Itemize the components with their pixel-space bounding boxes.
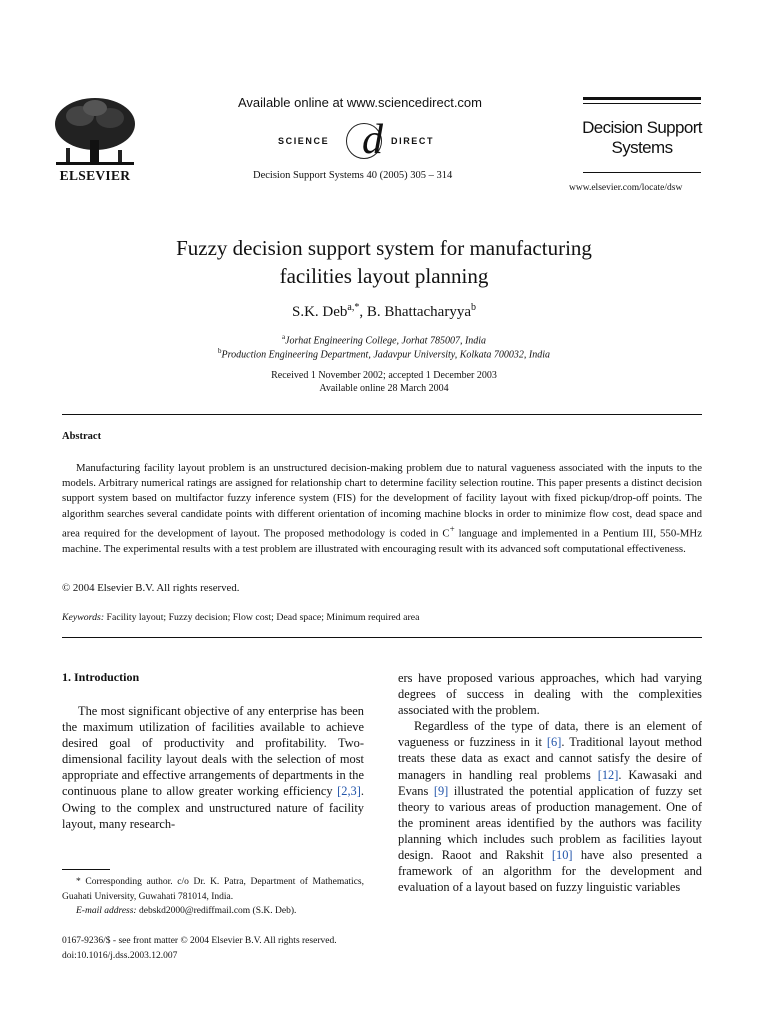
abstract-text-part-a: Manufacturing facility layout problem is an unstructured decision-making problem due to natural vagueness associated with the inputs to the models. Arbitrary numerical ratings are assigned for relationship chart to determine facility selection routine. This paper presents a distinct decision support system based on multifactor fuzzy inference system (FIS) for the development of facility layout with fixed pickup/drop-off points. The algorithm searches several candidate points with different orientation of incoming machine blocks in order to minimize flow cost, dead space and area required for the development of layout. The proposed methodology is coded in C: [62, 462, 702, 540]
issn-line: 0167-9236/$ - see front matter © 2004 Elsevier B.V. All rights reserved.: [62, 936, 337, 946]
sd-left-text: SCIENCE: [278, 136, 330, 146]
doi-line[interactable]: doi:10.1016/j.dss.2003.12.007: [62, 950, 178, 961]
affiliation-b: [70, 347, 698, 360]
front-matter: [62, 934, 337, 963]
right-paragraph-1: ers have proposed various approaches, which had varying degrees of success in dealing with the complexities associated with the problem.: [398, 671, 702, 718]
sd-right-text: DIRECT: [391, 136, 435, 146]
citation-link-12[interactable]: [12]: [597, 767, 619, 782]
title-line-2: facilities layout planning: [279, 264, 489, 288]
author-2: B. Bhattacharyya: [366, 304, 471, 320]
author-list: [70, 302, 698, 321]
author-separator: ,: [359, 304, 367, 320]
right-text-a: Regardless of the type of data, there is an element of vagueness or fuzziness in it: [398, 719, 702, 750]
right-paragraph-2: [398, 718, 702, 895]
keywords-label: Keywords:: [62, 612, 105, 623]
journal-rule-bottom: [583, 172, 701, 173]
citation-link-10[interactable]: [10]: [551, 848, 573, 863]
publisher-name: ELSEVIER: [59, 168, 131, 183]
journal-name-line1: Decision Support: [582, 118, 702, 137]
abstract-superscript: +: [449, 523, 455, 534]
abstract-text: [62, 461, 702, 557]
abstract-heading: Abstract: [62, 431, 102, 442]
right-column-text: [398, 670, 702, 895]
title-line-1: Fuzzy decision support system for manufacturing: [176, 236, 592, 260]
right-text-d: illustrated the potential application of fuzzy set theory to various areas of production management. One of the prominent areas identified by the authors was facility planning which includes such problem as facilities layout design. Raoot and Rakshit: [398, 783, 702, 863]
citation-link-2-3[interactable]: [2,3]: [337, 784, 361, 799]
journal-name-line2: Systems: [611, 138, 673, 157]
corresponding-author-note: * Corresponding author. c/o Dr. K. Patra, Department of Mathematics, Guahati University, Guwahati 781014, India.: [62, 877, 364, 902]
email-address[interactable]: debskd2000@rediffmail.com (S.K. Deb).: [136, 906, 297, 916]
right-text-e: have also presented a framework of an algorithm for the development and evaluation of a layout based on fuzzy linguistic variables: [398, 848, 702, 895]
abstract-copyright: © 2004 Elsevier B.V. All rights reserved.: [62, 582, 240, 594]
left-column-text: [62, 703, 364, 832]
journal-citation: Decision Support Systems 40 (2005) 305 – 314: [253, 170, 453, 181]
right-text-c: . Kawasaki and Evans: [398, 767, 702, 798]
available-online-link[interactable]: Available online at www.sciencedirect.com: [238, 95, 482, 110]
section-heading-introduction: 1. Introduction: [62, 670, 140, 684]
affiliation-b-mark: b: [218, 347, 222, 355]
online-date: Available online 28 March 2004: [319, 383, 449, 394]
author-2-affil: b: [471, 302, 476, 313]
sd-d-mark: d: [362, 117, 383, 163]
author-1-affil: a,*: [347, 302, 360, 313]
citation-link-9[interactable]: [9]: [433, 783, 449, 798]
affiliation-a-text: Jorhat Engineering College, Jorhat 785007, India: [285, 335, 487, 347]
abstract-bottom-rule: [62, 637, 702, 638]
footnote: [62, 875, 364, 919]
received-dates: Received 1 November 2002; accepted 1 December 2003: [271, 370, 497, 381]
article-title: [70, 234, 698, 290]
email-label: E-mail address:: [76, 906, 137, 916]
left-text-a: The most significant objective of any enterprise has been the maximum utilization of facilities available to achieve desired goal of productivity and profitability. Two-dimensional facility layout deals with the selection of most appropriate and effective arrangements of departments in the continuous plane to allow greater working efficiency: [62, 704, 364, 799]
affiliation-a-mark: a: [281, 333, 286, 341]
journal-url-link[interactable]: www.elsevier.com/locate/dsw: [569, 183, 683, 193]
affiliation-b-text: Production Engineering Department, Jadavpur University, Kolkata 700032, India: [221, 349, 550, 361]
abstract-text-part-b: language and implemented in a Pentium III, 550-MHz machine. The experimental results with a test problem are illustrated with encouraging result with its advanced soft computational effectiveness.: [62, 527, 702, 555]
abstract-top-rule: [62, 414, 702, 415]
right-text-b: . Traditional layout method treats these data as exact and cannot satisfy the desire of managers in handling real problems: [398, 735, 703, 782]
affiliation-a: [70, 333, 698, 346]
left-text-b: . Owing to the complex and unstructured nature of facility layout, many research-: [62, 784, 364, 831]
keywords-list: Facility layout; Fuzzy decision; Flow cost; Dead space; Minimum required area: [104, 612, 420, 623]
journal-rule-thin: [583, 103, 701, 104]
footnote-rule: [62, 869, 110, 870]
citation-link-6[interactable]: [6]: [546, 735, 562, 750]
journal-rule-thick: [583, 97, 701, 100]
journal-name: [572, 118, 712, 158]
sciencedirect-logo: [278, 117, 468, 164]
keywords-line: [62, 612, 419, 623]
author-1: S.K. Deb: [291, 304, 348, 320]
